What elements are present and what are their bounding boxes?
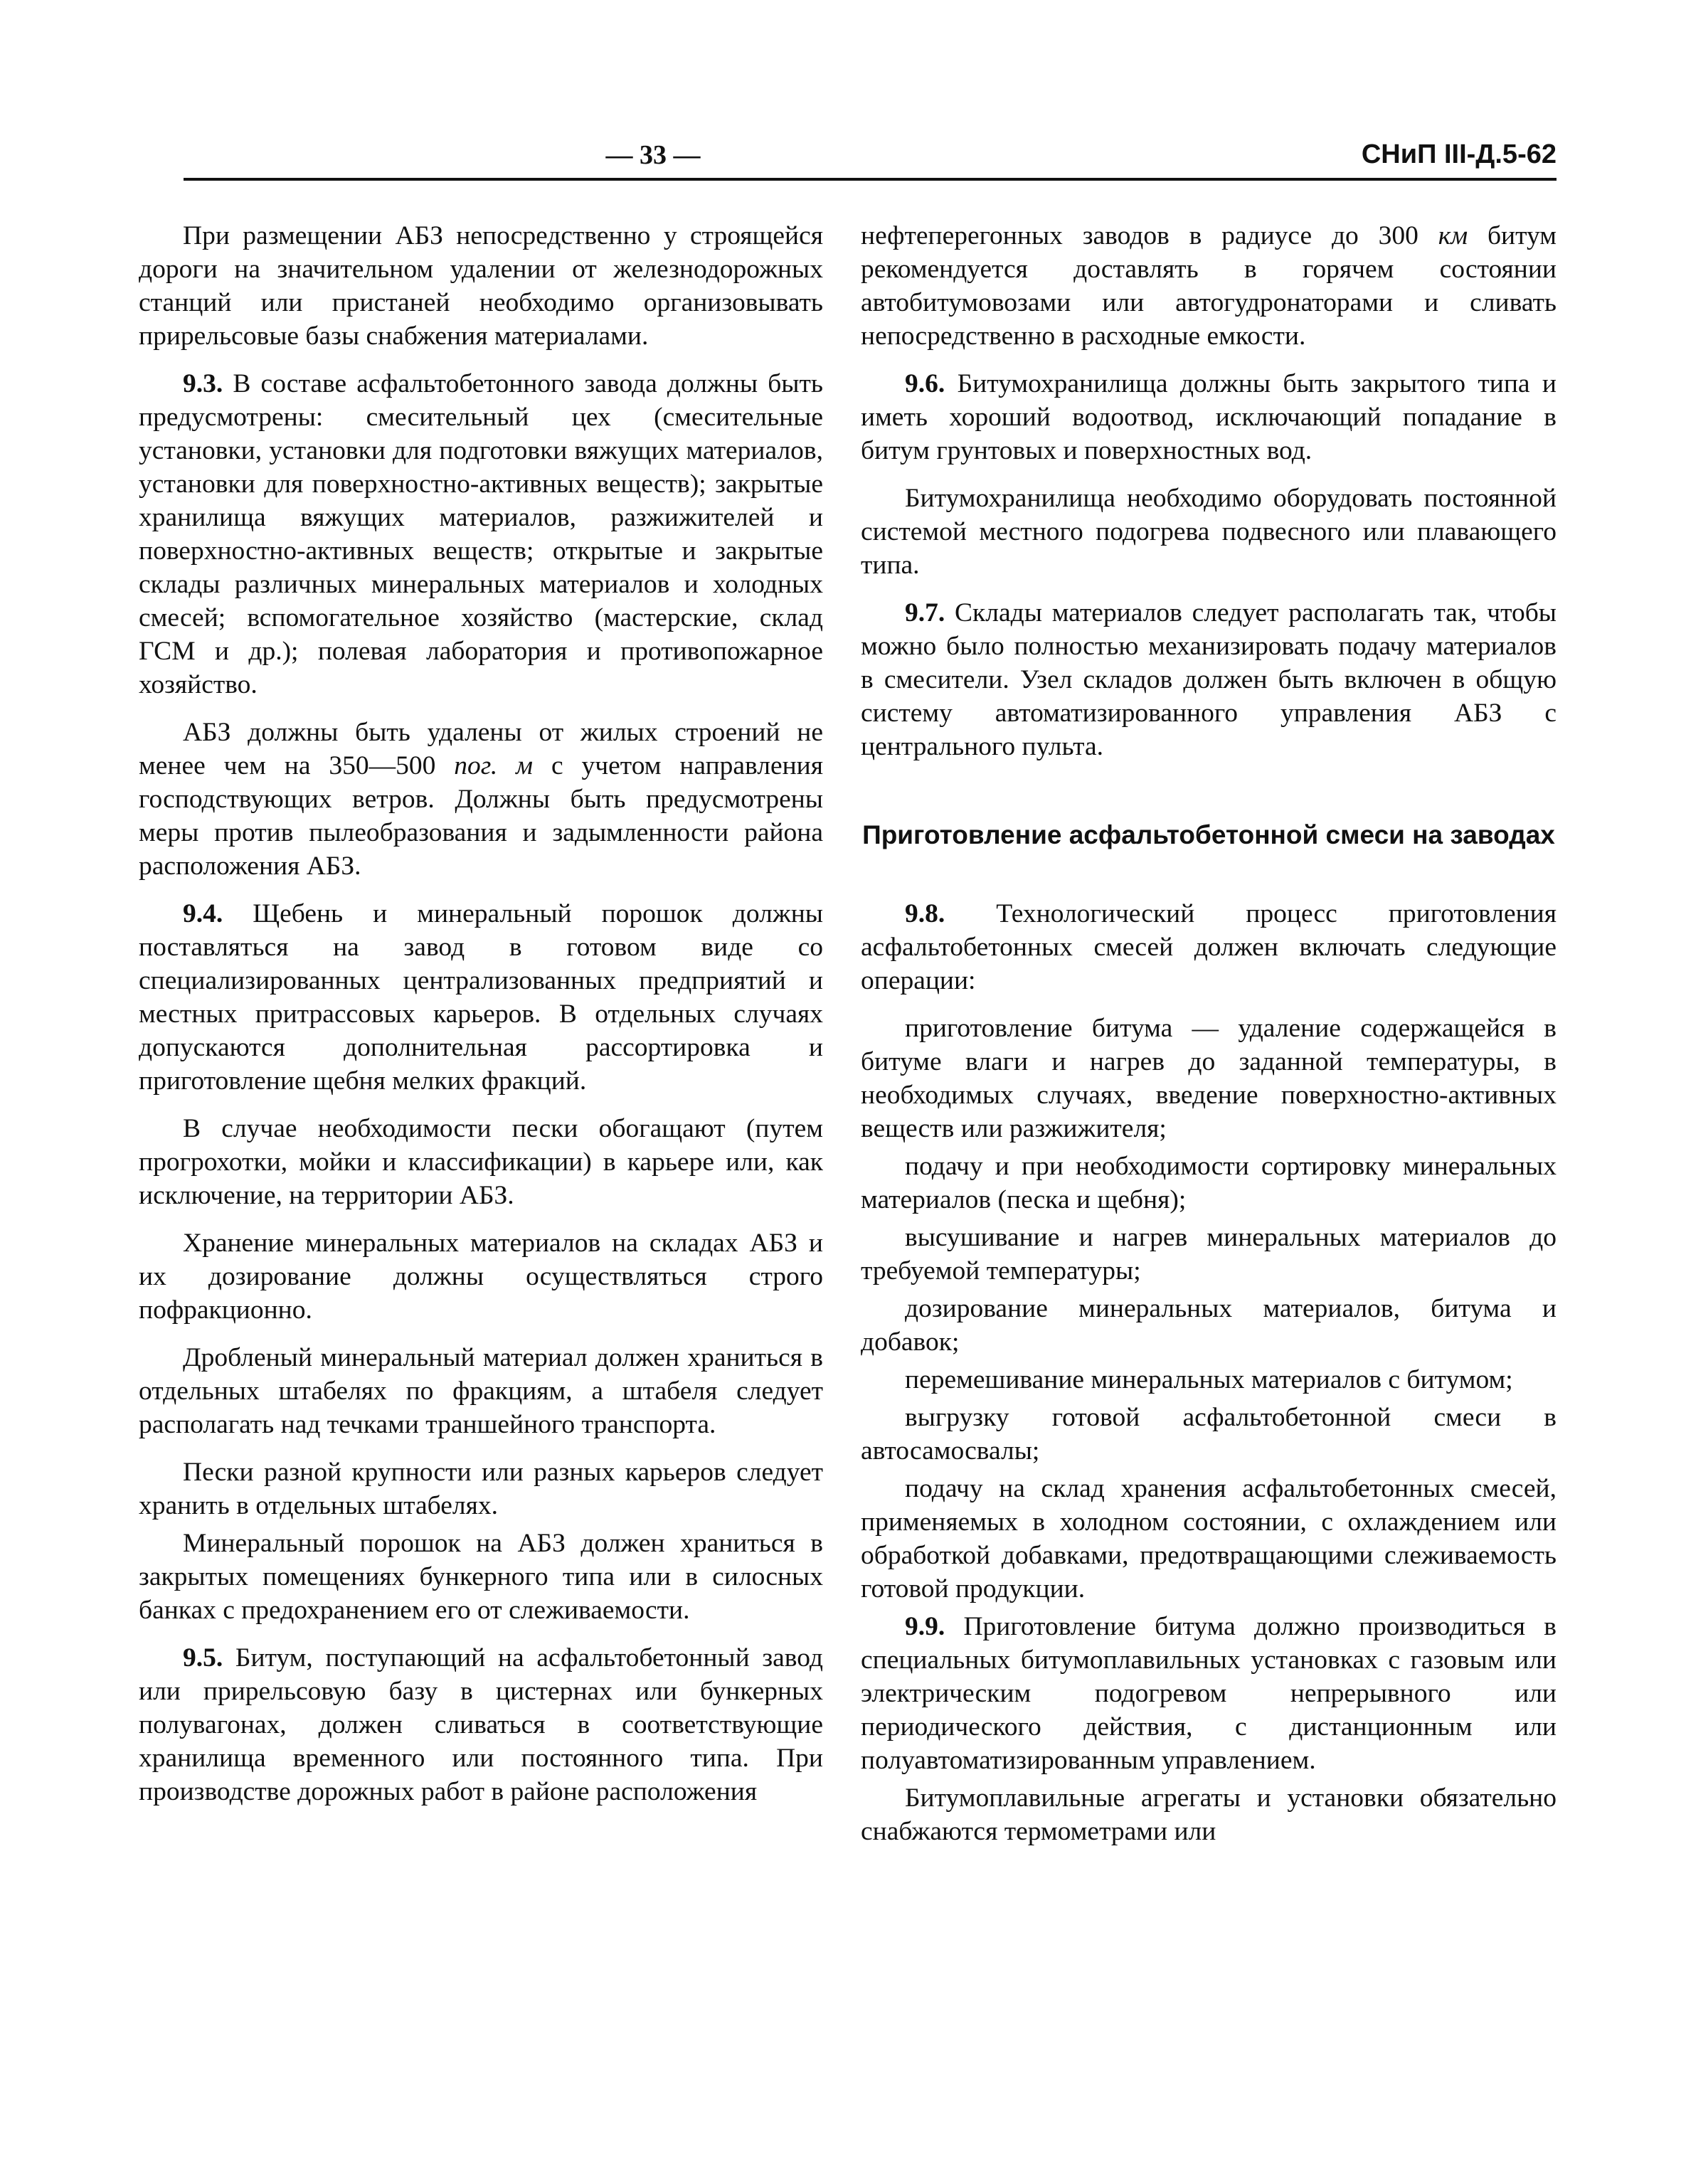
document-code: СНиП III-Д.5-62 — [1361, 139, 1557, 169]
paragraph-text: Дробленый минеральный материал должен храниться в отдельных штабелях по фракциям, а штабеля следует располагать над течками траншейного транспорта. — [139, 1343, 823, 1439]
paragraph — [139, 1527, 823, 1627]
paragraph-text: с учетом направления господствующих ветров. Должны быть предусмотрены меры против пылеобразования и задымленности района расположения АБЗ. — [139, 751, 823, 881]
paragraph-9-7 — [861, 596, 1557, 763]
list-item: дозирование минеральных материалов, битума и добавок; — [861, 1294, 1557, 1357]
paragraph-text: Щебень и минеральный порошок должны поставляться на завод в готовом виде со специализированных централизованных предприятий и местных притрассовых карьеров. В отдельных случаях допускаются дополнительная рассортировка и приготовление щебня мелких фракций. — [139, 899, 823, 1096]
page-number: — 33 — — [605, 140, 701, 170]
paragraph-text: Хранение минеральных материалов на складах АБЗ и их дозирование должны осуществляться строго пофракционно. — [139, 1229, 823, 1325]
paragraph — [139, 1341, 823, 1441]
list-item: подачу на склад хранения асфальтобетонных смесей, применяемых в холодном состоянии, с охлаждением или обработкой добавками, предотвращающими слеживаемость готовой продукции. — [861, 1474, 1557, 1603]
paragraph-text: Битум, поступающий на асфальтобетонный завод или прирельсовую базу в цистернах или бункерных полувагонах, должен сливаться в соответствующие хранилища временного или постоянного типа. При производстве дорожных работ в районе расположения — [139, 1643, 823, 1806]
unit-text: пог. м — [454, 751, 534, 780]
paragraph — [139, 1226, 823, 1327]
paragraph-text: битум рекомендуется доставлять в горячем состоянии автобитумовозами или автогудронаторами и сливать непосредственно в расходные емкости. — [861, 221, 1557, 351]
paragraph-9-3 — [139, 367, 823, 701]
paragraph-text: При размещении АБЗ непосредственно у строящейся дороги на значительном удалении от железнодорожных станций или пристаней необходимо организовывать прирельсовые базы снабжения материалами. — [139, 221, 823, 351]
paragraph-text: Битумохранилища необходимо оборудовать постоянной системой местного подогрева подвесного или плавающего типа. — [861, 484, 1557, 580]
right-column — [861, 219, 1557, 1862]
paragraph — [139, 219, 823, 353]
paragraph-9-4 — [139, 897, 823, 1098]
paragraph-continued — [861, 219, 1557, 353]
list-item: выгрузку готовой асфальтобетонной смеси в автосамосвалы; — [861, 1403, 1557, 1465]
section-heading: Приготовление асфальтобетонной смеси на заводах — [862, 820, 1555, 849]
paragraph-text: АБЗ должны быть удалены от жилых строений не менее чем на 350—500 — [139, 718, 823, 780]
paragraph-9-5 — [139, 1641, 823, 1808]
paragraph-text: Битумохранилища должны быть закрытого типа и иметь хороший водоотвод, исключающий попадание в битум грунтовых и поверхностных вод. — [861, 369, 1557, 465]
list-item: подачу и при необходимости сортировку минеральных материалов (песка и щебня); — [861, 1152, 1557, 1214]
left-column — [139, 219, 823, 1823]
clause-number: 9.5. — [183, 1643, 223, 1673]
paragraph-text: Минеральный порошок на АБЗ должен храниться в закрытых помещениях бункерного типа или в силосных банках с предохранением его от слеживаемости. — [139, 1529, 823, 1625]
header-rule — [184, 178, 1557, 181]
list-item: перемешивание минеральных материалов с битумом; — [905, 1365, 1513, 1394]
paragraph-text: Приготовление битума должно производиться в специальных битумоплавильных установках с газовым или электрическим подогревом непрерывного или периодического действия, с дистанционным или полуавтоматизированным управлением. — [861, 1612, 1557, 1775]
clause-number: 9.4. — [183, 899, 223, 928]
paragraph — [139, 716, 823, 883]
clause-number: 9.3. — [183, 369, 223, 398]
list-item: высушивание и нагрев минеральных материалов до требуемой температуры; — [861, 1223, 1557, 1286]
paragraph-9-8 — [861, 897, 1557, 997]
paragraph-9-6 — [861, 367, 1557, 467]
clause-number: 9.7. — [905, 598, 945, 627]
paragraph — [139, 1112, 823, 1212]
paragraph — [861, 482, 1557, 582]
paragraph-text: Склады материалов следует располагать так, чтобы можно было полностью механизировать подачу материалов в смесители. Узел складов должен быть включен в общую систему автоматизированного управления АБЗ с центрального пульта. — [861, 598, 1557, 761]
clause-number: 9.8. — [905, 899, 945, 928]
paragraph-text: нефтеперегонных заводов в радиусе до 300 — [861, 221, 1438, 250]
paragraph-text: В составе асфальтобетонного завода должны быть предусмотрены: смесительный цех (смесительные установки, установки для подготовки вяжущих материалов, установки для поверхностно-активных веществ); закрытые хранилища вяжущих материалов, разжижителей и поверхностно-активных веществ; открытые и закрытые склады различных минеральных материалов и холодных смесей; вспомогательное хозяйство (мастерские, склад ГСМ и др.); полевая лаборатория и противопожарное хозяйство. — [139, 369, 823, 699]
page-header — [184, 139, 1557, 182]
paragraph-text: В случае необходимости пески обогащают (путем прогрохотки, мойки и классификации) в карьере или, как исключение, на территории АБЗ. — [139, 1114, 823, 1210]
clause-number: 9.6. — [905, 369, 945, 398]
paragraph — [861, 1781, 1557, 1848]
unit-text: км — [1438, 221, 1468, 250]
list-item: приготовление битума — удаление содержащейся в битуме влаги и нагрев до заданной температуры, в необходимых случаях, введение поверхностно-активных веществ или разжижителя; — [861, 1014, 1557, 1143]
paragraph-text: Битумоплавильные агрегаты и установки обязательно снабжаются термометрами или — [861, 1783, 1557, 1846]
paragraph — [139, 1456, 823, 1522]
paragraph-text: Технологический процесс приготовления асфальтобетонных смесей должен включать следующие операции: — [861, 899, 1557, 995]
clause-number: 9.9. — [905, 1612, 945, 1641]
paragraph-9-9 — [861, 1610, 1557, 1777]
paragraph-text: Пески разной крупности или разных карьеров следует хранить в отдельных штабелях. — [139, 1458, 823, 1520]
